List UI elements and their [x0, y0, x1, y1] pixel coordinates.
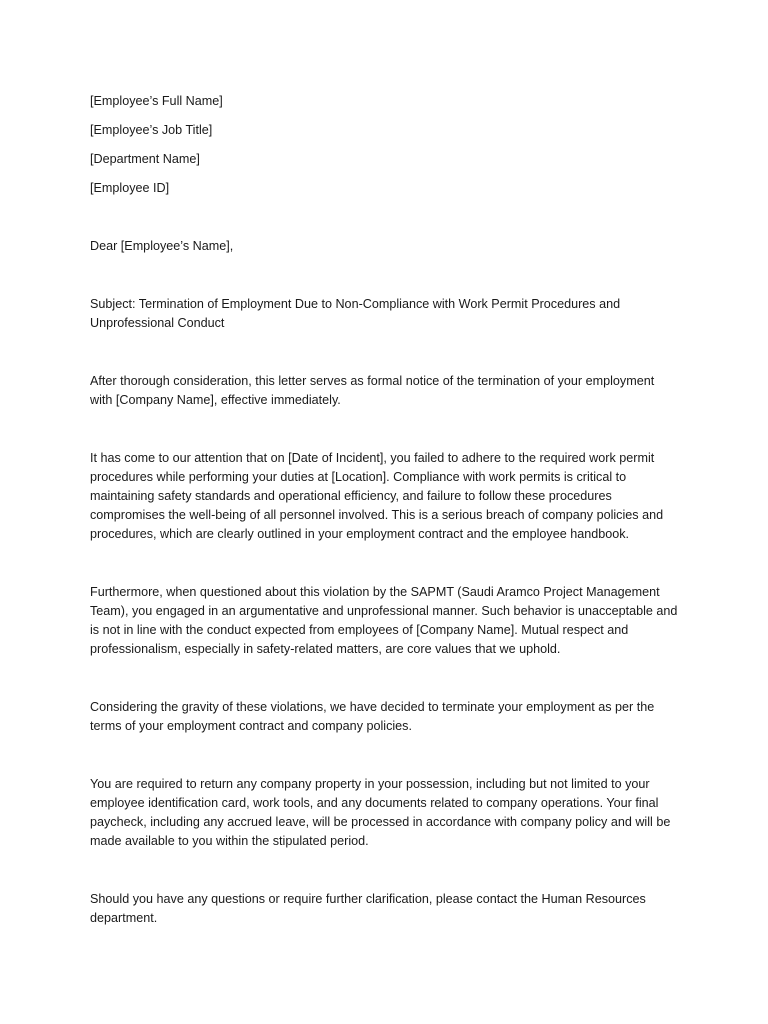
paragraph-decision: Considering the gravity of these violations, we have decided to terminate your employment as per the terms of your employment contract and company policies. [90, 700, 655, 733]
letter-body [90, 92, 680, 928]
paragraph-conduct: Furthermore, when questioned about this violation by the SAPMT (Saudi Aramco Project Management Team), you engaged in an argumentative and unprofessional manner. Such behavior is unacceptable and is not in line with the conduct expected from employees of [Company Name]. Mutual respect and professionalism, especially in safety-related matters, are core values that we uphold. [90, 585, 678, 656]
subject-line: Subject: Termination of Employment Due to Non-Compliance with Work Permit Procedures and Unprofessional Conduct [90, 297, 621, 330]
employee-id: [Employee ID] [90, 181, 170, 195]
paragraph-incident: It has come to our attention that on [Date of Incident], you failed to adhere to the required work permit procedures while performing your duties at [Location]. Compliance with work permits is critical to maintaining safety standards and operational efficiency, and failure to follow these procedures compromises the well-being of all personnel involved. This is a serious breach of company policies and procedures, which are clearly outlined in your employment contract and the employee handbook. [90, 451, 664, 541]
paragraph-contact-hr: Should you have any questions or require further clarification, please contact the Human Resources department. [90, 892, 646, 925]
department-name: [Department Name] [90, 152, 200, 166]
paragraph-property-return: You are required to return any company property in your possession, including but not limited to your employee identification card, work tools, and any documents related to company operations. Your final paycheck, including any accrued leave, will be processed in accordance with company policy and will be made available to you within the stipulated period. [90, 777, 671, 848]
salutation: Dear [Employee’s Name], [90, 239, 234, 253]
employee-job-title: [Employee’s Job Title] [90, 123, 213, 137]
paragraph-notice: After thorough consideration, this letter serves as formal notice of the termination of your employment with [Company Name], effective immediately. [90, 374, 655, 407]
employee-full-name: [Employee’s Full Name] [90, 94, 223, 108]
